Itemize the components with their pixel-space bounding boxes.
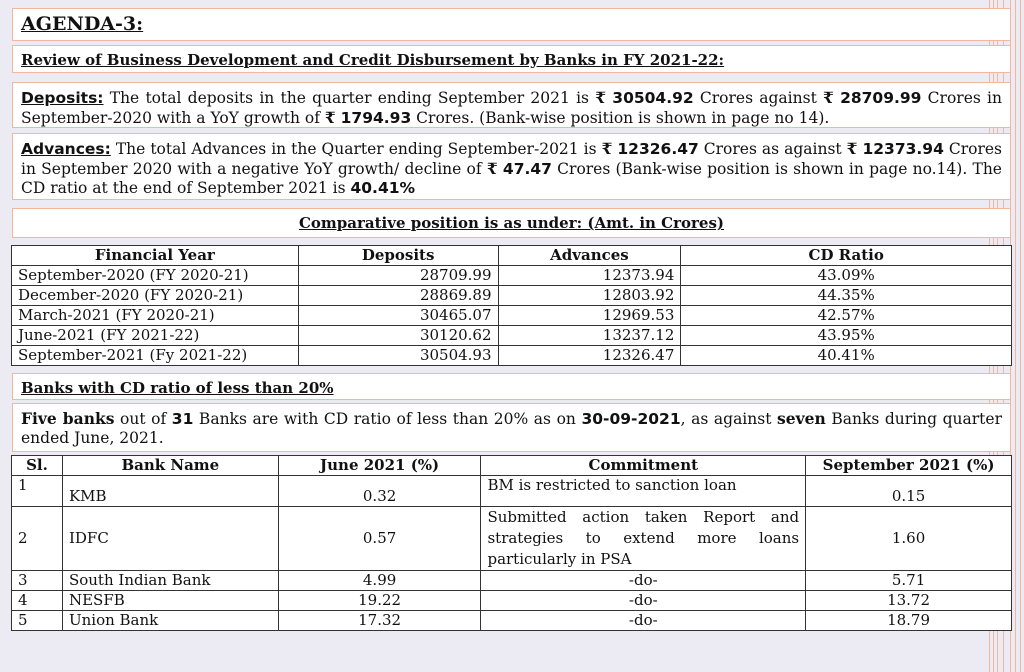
advances-text: Crores in September 2020 with a negative YoY growth/ decline of xyxy=(21,140,1002,178)
june-cell: 17.32 xyxy=(278,611,481,631)
advances-text: The total Advances in the Quarter ending September-2021 is xyxy=(110,140,602,158)
review-title: Review of Business Development and Credit Disbursement by Banks in FY 2021-22: xyxy=(12,45,1011,73)
table-row xyxy=(12,507,1012,571)
year-cell: September-2020 (FY 2020-21) xyxy=(12,266,299,286)
rupee-symbol: ₹ xyxy=(486,159,498,178)
bank-name-cell: Union Bank xyxy=(62,611,278,631)
year-cell: March-2021 (FY 2020-21) xyxy=(12,306,299,326)
rupee-symbol: ₹ xyxy=(601,139,613,158)
rupee-symbol: ₹ xyxy=(595,88,607,107)
cd-ratio-cell: 40.41% xyxy=(681,346,1012,366)
serial-cell: 2 xyxy=(12,507,63,571)
commitment-cell: -do- xyxy=(481,611,806,631)
advances-cell: 12803.92 xyxy=(498,286,681,306)
column-header: Financial Year xyxy=(12,246,299,266)
deposits-value: 30504.92 xyxy=(612,89,694,107)
banks-section-title: Banks with CD ratio of less than 20% xyxy=(12,373,1011,400)
column-header: Bank Name xyxy=(62,456,278,476)
year-cell: December-2020 (FY 2020-21) xyxy=(12,286,299,306)
table-row xyxy=(12,591,1012,611)
deposits-cell: 28869.89 xyxy=(298,286,498,306)
deposits-text: Crores. (Bank-wise position is shown in page no 14). xyxy=(411,109,830,127)
table-header-row xyxy=(12,456,1012,476)
deposits-label: Deposits: xyxy=(21,89,104,107)
table-row xyxy=(12,326,1012,346)
year-cell: September-2021 (Fy 2021-22) xyxy=(12,346,299,366)
advances-text: Crores as against xyxy=(698,140,847,158)
agenda-title: AGENDA-3: xyxy=(12,8,1011,41)
september-cell: 1.60 xyxy=(806,507,1012,571)
column-header: September 2021 (%) xyxy=(806,456,1012,476)
deposits-value: 1794.93 xyxy=(340,109,412,127)
cd-ratio-cell: 43.95% xyxy=(681,326,1012,346)
cd-ratio-value: 40.41% xyxy=(350,179,416,197)
bank-name-cell: KMB xyxy=(62,476,278,507)
table-row xyxy=(12,266,1012,286)
september-cell: 0.15 xyxy=(806,476,1012,507)
deposits-text: The total deposits in the quarter ending September 2021 is xyxy=(103,89,596,107)
five-banks-text: out of xyxy=(114,410,172,428)
deposits-cell: 30120.62 xyxy=(298,326,498,346)
advances-value: 47.47 xyxy=(502,160,552,178)
deposits-text: Crores against xyxy=(693,89,824,107)
column-header: CD Ratio xyxy=(681,246,1012,266)
five-banks-text: Banks during quarter ended June, 2021. xyxy=(21,410,1002,447)
five-banks-date: 30-09-2021 xyxy=(581,410,681,428)
advances-value: 12326.47 xyxy=(617,140,699,158)
advances-text: Crores (Bank-wise position is shown in page no.14). The CD ratio at the end of September 2021 is xyxy=(21,160,1002,197)
comparative-title-text: Comparative position is as under: (Amt. in Crores) xyxy=(298,214,725,232)
bank-name-cell: IDFC xyxy=(62,507,278,571)
serial-cell: 1 xyxy=(12,476,63,507)
commitment-cell: -do- xyxy=(481,571,806,591)
rupee-symbol: ₹ xyxy=(846,139,858,158)
june-cell: 0.57 xyxy=(278,507,481,571)
serial-cell: 4 xyxy=(12,591,63,611)
cd-ratio-cell: 43.09% xyxy=(681,266,1012,286)
september-cell: 18.79 xyxy=(806,611,1012,631)
column-header: Deposits xyxy=(298,246,498,266)
comparative-table xyxy=(11,245,1012,366)
rupee-symbol: ₹ xyxy=(324,108,336,127)
table-row xyxy=(12,476,1012,507)
column-header: June 2021 (%) xyxy=(278,456,481,476)
cd-ratio-cell: 42.57% xyxy=(681,306,1012,326)
comparative-title xyxy=(12,208,1011,238)
commitment-cell: BM is restricted to sanction loan xyxy=(481,476,806,507)
bank-name-cell: NESFB xyxy=(62,591,278,611)
commitment-cell: Submitted action taken Report and strategies to extend more loans particularly in PSA xyxy=(481,507,806,571)
advances-cell: 12326.47 xyxy=(498,346,681,366)
june-cell: 19.22 xyxy=(278,591,481,611)
june-cell: 4.99 xyxy=(278,571,481,591)
column-header: Advances xyxy=(498,246,681,266)
bank-name-cell: South Indian Bank xyxy=(62,571,278,591)
deposits-text: Crores in September-2020 with a YoY growth of xyxy=(21,89,1002,127)
table-row xyxy=(12,611,1012,631)
september-cell: 5.71 xyxy=(806,571,1012,591)
deposits-cell: 30465.07 xyxy=(298,306,498,326)
deposits-value: 28709.99 xyxy=(840,89,922,107)
deposits-paragraph xyxy=(12,82,1011,128)
advances-value: 12373.94 xyxy=(862,140,944,158)
rupee-symbol: ₹ xyxy=(823,88,834,107)
cd-ratio-cell: 44.35% xyxy=(681,286,1012,306)
serial-cell: 5 xyxy=(12,611,63,631)
september-cell: 13.72 xyxy=(806,591,1012,611)
table-header-row xyxy=(12,246,1012,266)
five-banks-bold: Five banks xyxy=(21,409,115,428)
column-header: Commitment xyxy=(481,456,806,476)
table-row xyxy=(12,346,1012,366)
banks-table xyxy=(11,455,1012,631)
advances-cell: 12373.94 xyxy=(498,266,681,286)
commitment-cell: -do- xyxy=(481,591,806,611)
deposits-cell: 28709.99 xyxy=(298,266,498,286)
table-row xyxy=(12,286,1012,306)
year-cell: June-2021 (FY 2021-22) xyxy=(12,326,299,346)
five-banks-text: Banks are with CD ratio of less than 20% as on xyxy=(193,410,582,428)
five-banks-bold: 31 xyxy=(171,410,194,428)
advances-label: Advances: xyxy=(21,140,111,158)
advances-cell: 12969.53 xyxy=(498,306,681,326)
advances-paragraph xyxy=(12,133,1011,200)
five-banks-text: , as against xyxy=(680,410,778,428)
five-banks-bold: seven xyxy=(777,409,826,428)
june-cell: 0.32 xyxy=(278,476,481,507)
advances-cell: 13237.12 xyxy=(498,326,681,346)
table-row xyxy=(12,306,1012,326)
serial-cell: 3 xyxy=(12,571,63,591)
deposits-cell: 30504.93 xyxy=(298,346,498,366)
table-row xyxy=(12,571,1012,591)
column-header: Sl. xyxy=(12,456,63,476)
five-banks-paragraph xyxy=(12,403,1011,452)
